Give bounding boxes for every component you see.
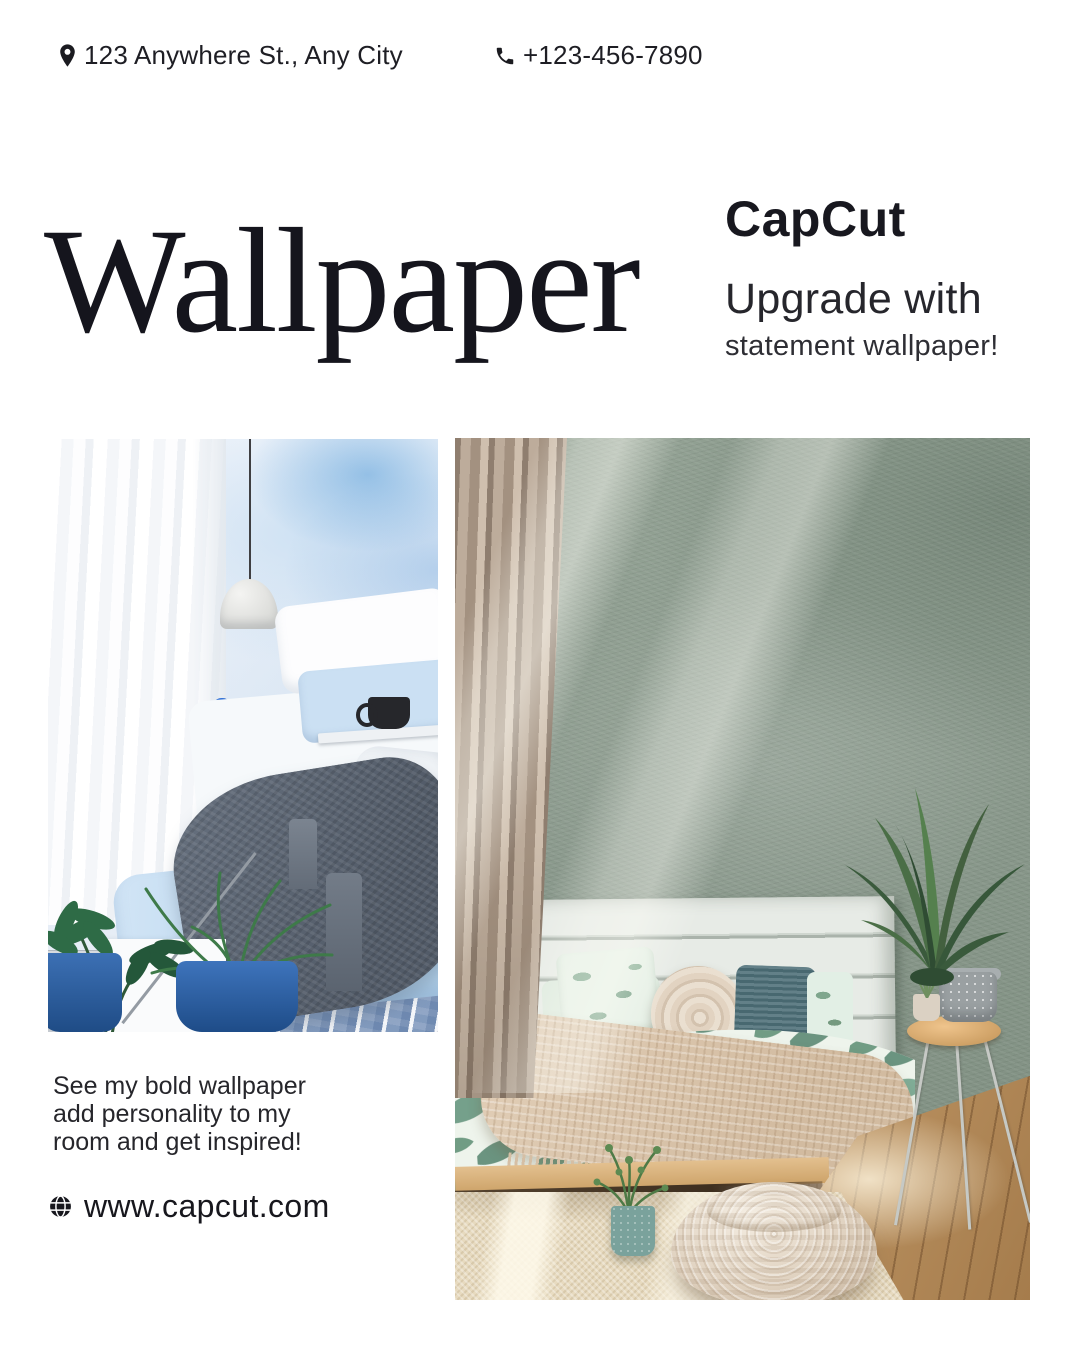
teal-plant-pot — [611, 1206, 655, 1256]
photo-green-bedroom — [455, 438, 1030, 1300]
pendant-cord — [249, 439, 251, 581]
footer-message — [53, 1072, 306, 1156]
tagline-line1: Upgrade with — [725, 275, 982, 323]
footer-message-line: room and get inspired! — [53, 1128, 302, 1156]
globe-icon — [48, 1194, 73, 1219]
page-title: Wallpaper — [44, 198, 639, 364]
small-green-plant — [581, 1136, 679, 1216]
photo-blue-bedroom — [48, 439, 438, 1032]
small-cactus-pot — [913, 994, 940, 1021]
cobalt-plant-pot — [48, 953, 122, 1032]
cobalt-planter-bowl — [176, 961, 298, 1032]
website-text: www.capcut.com — [84, 1188, 330, 1224]
website-row — [48, 1188, 330, 1225]
location-pin-icon — [58, 43, 77, 68]
tagline-line2: statement wallpaper! — [725, 330, 999, 363]
address-text: 123 Anywhere St., Any City — [84, 40, 403, 70]
brand-name: CapCut — [725, 191, 906, 247]
pouf-top-indent — [707, 1190, 841, 1232]
phone-item — [494, 40, 703, 71]
footer-message-line: See my bold wallpaper — [53, 1072, 306, 1100]
address-item — [58, 40, 403, 71]
brand-block — [725, 190, 1055, 363]
coffee-cup — [368, 697, 410, 729]
phone-icon — [494, 45, 516, 67]
palm-plant — [827, 730, 1030, 990]
footer-message-line: add personality to my — [53, 1100, 291, 1128]
phone-text: +123-456-7890 — [523, 40, 703, 70]
